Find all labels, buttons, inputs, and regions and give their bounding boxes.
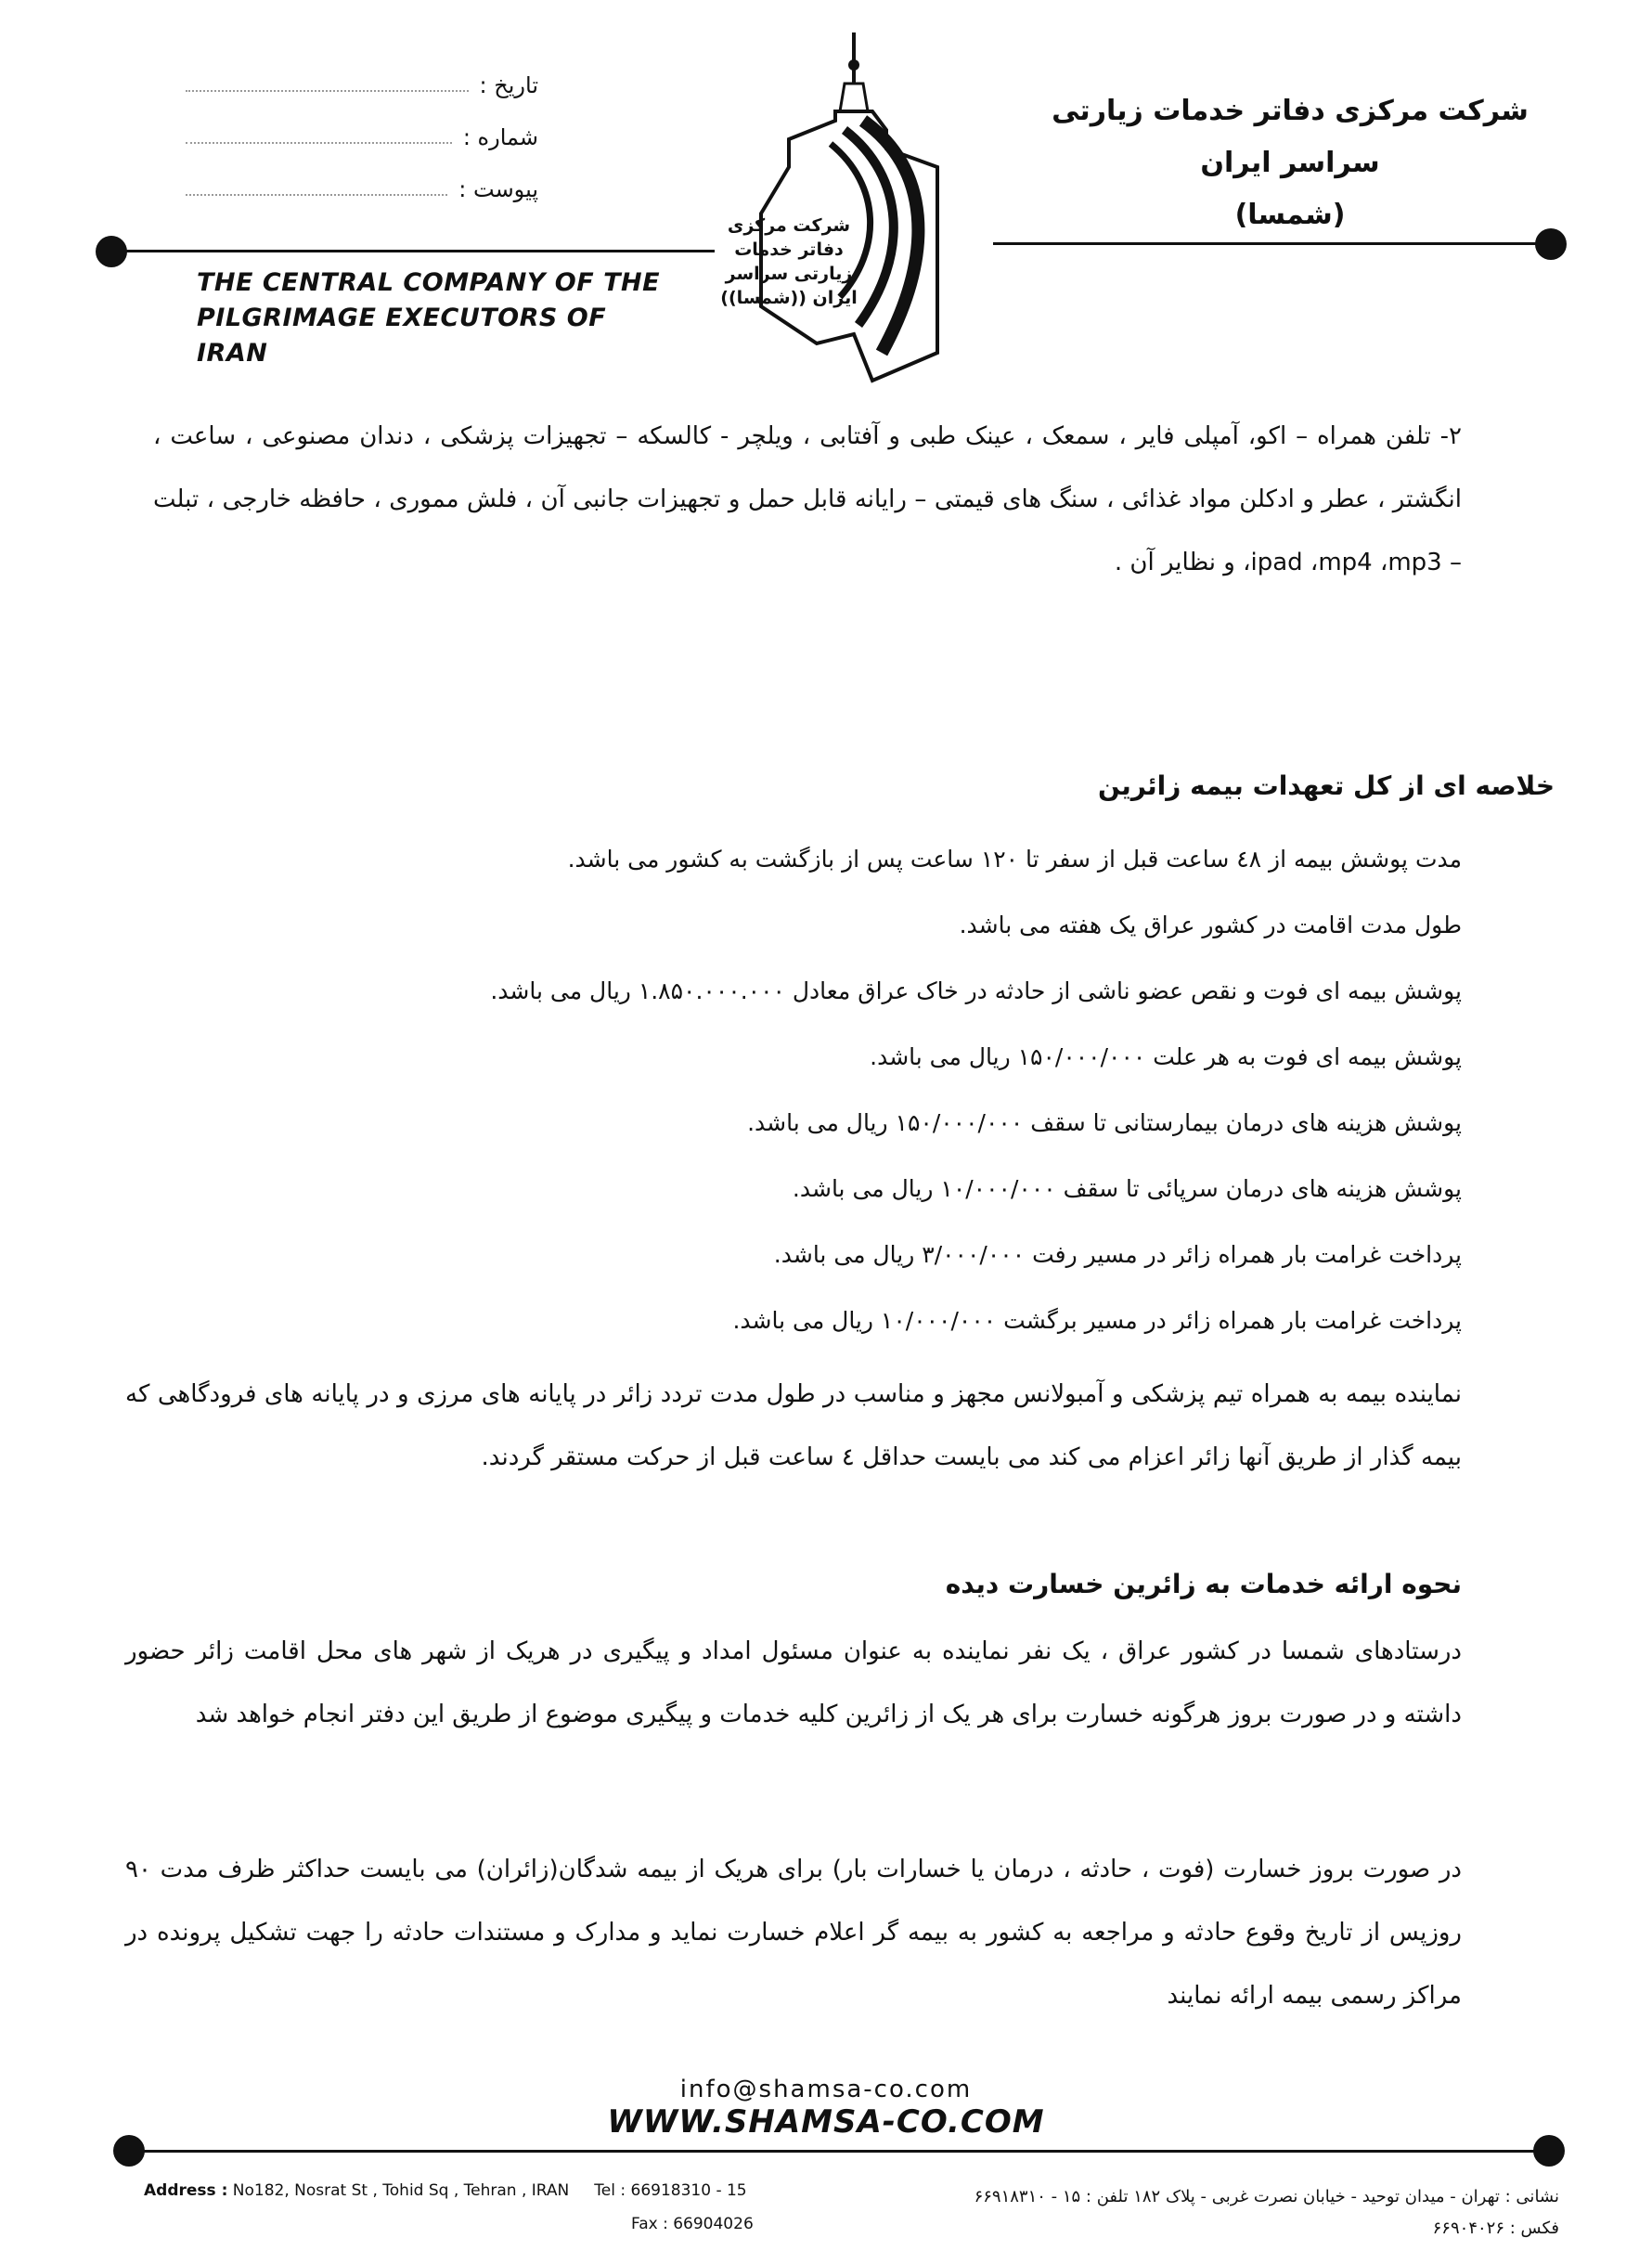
- footer-email[interactable]: info@shamsa-co.com: [679, 2076, 973, 2103]
- summary-row: پرداخت غرامت بار همراه زائر در مسیر رفت ۳/۰۰۰/۰۰۰ ریال می باشد.: [773, 1241, 1462, 1268]
- services-paragraph-2: در صورت بروز خسارت (فوت ، حادثه ، درمان یا خسارات بار) برای هریک از بیمه شدگان(زائران) می بایست حداکثر ظرف مدت ۹۰ روزپس از تاریخ وقوع حادثه و مراجعه به کشور به بیمه گر اعلام خسارت نماید و مدارک و مستندات حادثه را جهت تشکیل پرونده در مراکز رسمی بیمه ارائه نمایند: [125, 1856, 1462, 2010]
- footer-rule-right-dot: [1533, 2135, 1565, 2167]
- company-name-fa: [1030, 85, 1550, 241]
- summary-row: پوشش بیمه ای فوت به هر علت ۱۵۰/۰۰۰/۰۰۰ ریال می باشد.: [870, 1043, 1462, 1070]
- fax-fa-line: فکس : ۶۶۹۰۴۰۲۶: [1432, 2219, 1559, 2238]
- address-label: Address :: [144, 2181, 228, 2200]
- footer-website[interactable]: WWW.SHAMSA-CO.COM: [607, 2103, 1045, 2141]
- address-text: No182, Nosrat St , Tohid Sq , Tehran , IRAN: [232, 2181, 570, 2200]
- rule-right-dot: [1535, 228, 1567, 260]
- logo-text: شرکت مرکزی دفاتر خدمات زیارتی سراسر ایران ((شمسا)): [720, 215, 858, 308]
- summary-row: پرداخت غرامت بار همراه زائر در مسیر برگشت ۱۰/۰۰۰/۰۰۰ ریال می باشد.: [732, 1307, 1462, 1334]
- company-logo: [705, 28, 984, 408]
- summary-paragraph: نماینده بیمه به همراه تیم پزشکی و آمبولانس مجهز و مناسب در طول مدت تردد زائر در پایانه های مرزی و در پایانه های فرودگاهی که بیمه گذار از طریق آنها زائر اعزام می کند می بایست حداقل ٤ ساعت قبل از حرکت مستقر گردند.: [125, 1380, 1462, 1471]
- letter-meta: [186, 59, 538, 215]
- summary-title: خلاصه ای از کل تعهدات بیمه زائرین: [1098, 770, 1555, 801]
- company-name-en-line1: THE CENTRAL COMPANY OF THE: [197, 268, 661, 297]
- header-rule-right: [993, 242, 1550, 245]
- footer-address-en: [144, 2181, 747, 2200]
- summary-row: طول مدت اقامت در کشور عراق یک هفته می باشد.: [959, 912, 1462, 938]
- number-field: [186, 131, 452, 144]
- date-label: تاریخ :: [479, 72, 538, 98]
- summary-row: مدت پوشش بیمه از ٤٨ ساعت قبل از سفر تا ١٢٠ ساعت پس از بازگشت به کشور می باشد.: [567, 846, 1462, 873]
- footer-fax: Fax : 66904026: [631, 2215, 754, 2233]
- footer-rule: [130, 2150, 1550, 2153]
- summary-row: پوشش بیمه ای فوت و نقص عضو ناشی از حادثه در خاک عراق معادل ۱.۸۵۰.۰۰۰.۰۰۰ ریال می باشد.: [490, 977, 1462, 1004]
- date-field: [186, 79, 469, 92]
- number-label: شماره :: [462, 124, 538, 150]
- address-fa-line: نشانی : تهران - میدان توحید - خیابان نصرت غربی - پلاک ۱۸۲ تلفن : ۱۵ - ۶۶۹۱۸۳۱۰: [974, 2187, 1559, 2206]
- services-paragraph-1: درستادهای شمسا در کشور عراق ، یک نفر نماینده به عنوان مسئول امداد و پیگیری در هریک از شهر های محل اقامت زائر حضور داشته و در صورت بروز هرگونه خسارت برای هر یک از زائرین کلیه خدمات و پیگیری موضوع از طریق این دفتر انجام خواهد شد: [125, 1637, 1462, 1728]
- summary-list: [125, 826, 1462, 1353]
- footer-address-fa: [910, 2181, 1559, 2245]
- attachment-field: [186, 183, 447, 196]
- company-name-en-line2: PILGRIMAGE EXECUTORS OF IRAN: [197, 304, 607, 368]
- company-name-en: [197, 265, 679, 371]
- attachment-label: پیوست :: [458, 176, 538, 202]
- summary-row: پوشش هزینه های درمان سرپائی تا سقف ۱۰/۰۰۰/۰۰۰ ریال می باشد.: [792, 1175, 1462, 1202]
- company-abbr-fa: (شمسا): [1234, 199, 1346, 231]
- company-name-fa-line: شرکت مرکزی دفاتر خدمات زیارتی سراسر ایران: [1052, 95, 1529, 179]
- item-2-list: ۲- تلفن همراه – اکو، آمپلی فایر ، سمعک ، عینک طبی و آفتابی ، ویلچر - کالسکه – تجهیزات پزشکی ، دندان مصنوعی ، ساعت ، انگشتر ، عطر و ادکلن مواد غذائی ، سنگ های قیمتی – رایانه قابل حمل و تجهیزات جانبی آن ، فلش مموری ، حافظه خارجی ، تبلت – ipad ،mp4 ،mp3، و نظایر آن .: [153, 422, 1462, 576]
- tel-text: Tel : 66918310 - 15: [594, 2181, 747, 2200]
- summary-row: پوشش هزینه های درمان بیمارستانی تا سقف ۱۵۰/۰۰۰/۰۰۰ ریال می باشد.: [747, 1109, 1462, 1136]
- header-rule-left: [111, 250, 715, 252]
- services-title: نحوه ارائه خدمات به زائرین خسارت دیده: [945, 1569, 1462, 1599]
